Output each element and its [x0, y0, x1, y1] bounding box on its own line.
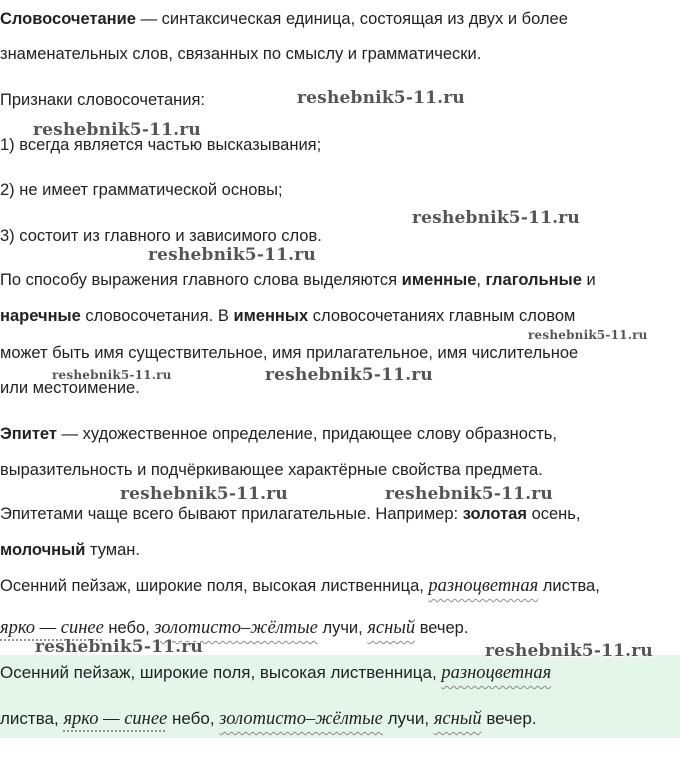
watermark: reshebnik5-11.ru — [120, 484, 288, 504]
highlighted-epitet-raznotsvetnaya: разноцветная — [441, 663, 552, 683]
definition-epitet-line-1: Эпитет — художественное определение, придающее слову образность, — [0, 425, 557, 443]
watermark: reshebnik5-11.ru — [52, 368, 172, 382]
epitet-yarko-sinee: ярко — синее — [0, 618, 104, 638]
sign-item-1: 1) всегда является частью высказывания; — [0, 136, 322, 154]
watermark: reshebnik5-11.ru — [485, 641, 653, 661]
watermark: reshebnik5-11.ru — [33, 120, 201, 140]
watermark: reshebnik5-11.ru — [265, 365, 433, 385]
watermark: reshebnik5-11.ru — [412, 208, 580, 228]
types-paragraph-line-4: или местоимение. — [0, 379, 140, 397]
watermark: reshebnik5-11.ru — [35, 637, 203, 657]
example-sentence-line-1: Осенний пейзаж, широкие поля, высокая лиственница, разноцветная листва, — [0, 576, 600, 596]
watermark: reshebnik5-11.ru — [148, 245, 316, 265]
epitet-zolotisto-zheltye: золотисто–жёлтые — [154, 618, 318, 638]
epitet-examples-line-1: Эпитетами чаще всего бывают прилагательные. Например: золотая осень, — [0, 505, 581, 523]
term-epitet: Эпитет — [0, 425, 57, 443]
watermark: reshebnik5-11.ru — [385, 484, 553, 504]
types-paragraph-line-2: наречные словосочетания. В именных словосочетаниях главным словом — [0, 307, 576, 325]
epitet-raznotsvetnaya: разноцветная — [428, 576, 539, 596]
watermark: reshebnik5-11.ru — [297, 88, 465, 108]
example-sentence-line-2: ярко — синее небо, золотисто–жёлтые лучи, ясный вечер. — [0, 618, 469, 638]
highlighted-epitet-zolotisto-zheltye: золотисто–жёлтые — [219, 709, 383, 729]
sign-item-2: 2) не имеет грамматической основы; — [0, 181, 283, 199]
types-paragraph-line-1: По способу выражения главного слова выделяются именные, глагольные и — [0, 271, 596, 289]
highlighted-sentence-line-1: Осенний пейзаж, широкие поля, высокая лиственница, разноцветная — [0, 663, 552, 683]
signs-title: Признаки словосочетания: — [0, 91, 205, 109]
highlighted-sentence-line-2: листва, ярко — синее небо, золотисто–жёлтые лучи, ясный вечер. — [0, 709, 537, 729]
definition-slovosochetanie-line-1: Словосочетание — синтаксическая единица, состоящая из двух и более — [0, 10, 568, 28]
definition-epitet-line-2: выразительность и подчёркивающее характёрные свойства предмета. — [0, 461, 543, 479]
sign-item-3: 3) состоит из главного и зависимого слов. — [0, 227, 322, 245]
watermark: reshebnik5-11.ru — [528, 328, 648, 342]
highlighted-epitet-yasnyy: ясный — [433, 709, 482, 729]
highlighted-epitet-yarko-sinee: ярко — синее — [63, 709, 168, 729]
types-paragraph-line-3: может быть имя существительное, имя прилагательное, имя числительное — [0, 344, 579, 362]
definition-slovosochetanie-line-2: знаменательных слов, связанных по смыслу и грамматически. — [0, 45, 482, 63]
term-slovosochetanie: Словосочетание — [0, 10, 136, 28]
epitet-yasnyy: ясный — [367, 618, 416, 638]
epitet-examples-line-2: молочный туман. — [0, 541, 140, 559]
